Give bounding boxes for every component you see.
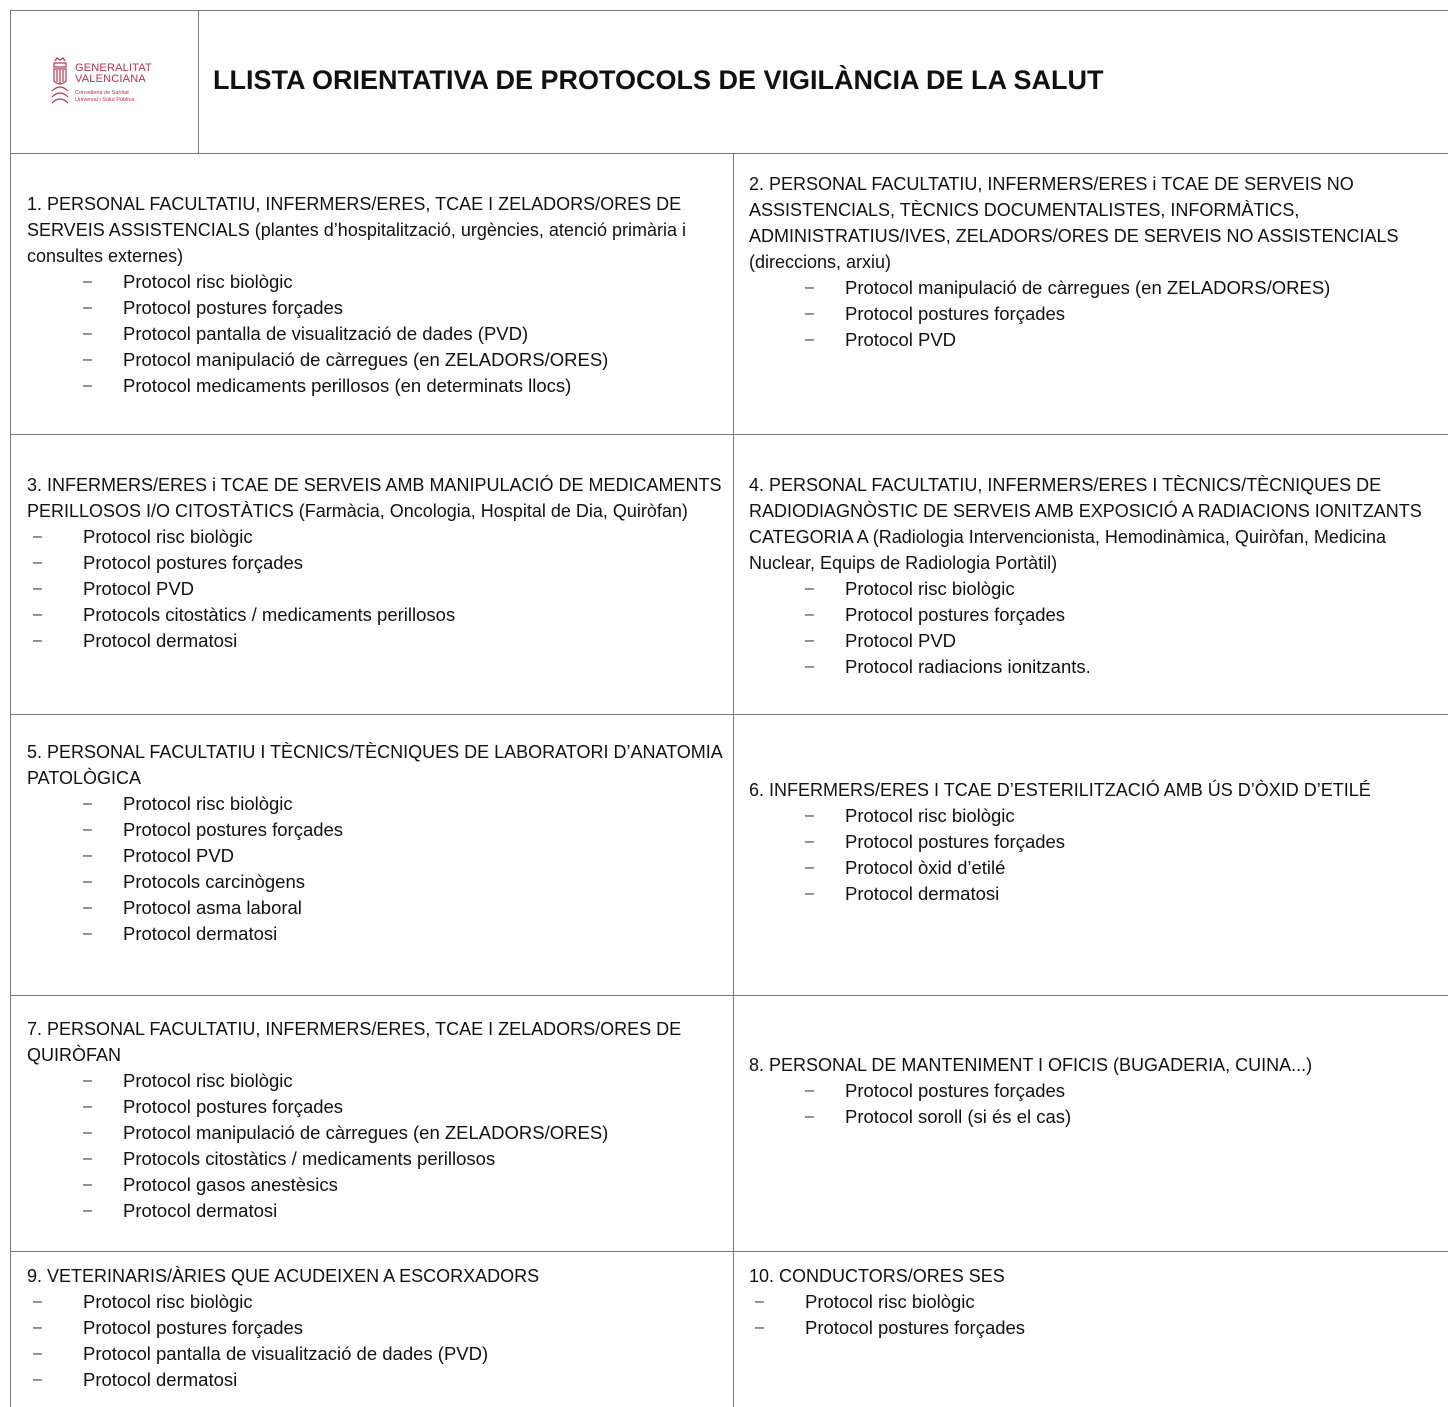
section-heading: 7. PERSONAL FACULTATIU, INFERMERS/ERES, TCAE I ZELADORS/ORES DE QUIRÒFAN [27,1019,682,1065]
section-content [749,171,1443,353]
protocol-item [749,855,1443,881]
protocol-item [27,817,727,843]
dash-bullet-icon: – [33,528,42,545]
protocol-list [27,791,727,947]
section-cell-3 [11,435,734,715]
protocol-item-label: Protocol PVD [83,578,195,599]
protocol-item [27,1172,727,1198]
protocol-item [27,628,727,654]
dash-bullet-icon: – [33,606,42,623]
dash-bullet-icon: – [755,1319,764,1336]
dash-bullet-icon: – [805,606,814,623]
document-header [10,10,1448,154]
dash-bullet-icon: – [33,1345,42,1362]
protocol-list [749,576,1443,680]
coat-of-arms-icon [49,57,71,109]
section-content [749,472,1443,680]
section-content [27,191,727,399]
protocol-item-label: Protocol risc biològic [805,1291,975,1312]
dash-bullet-icon: – [83,351,92,368]
section-cell-7 [11,996,734,1252]
protocol-item-label: Protocols citostàtics / medicaments perillosos [83,604,456,625]
protocol-item-label: Protocol asma laboral [123,897,302,918]
protocol-item-label: Protocol PVD [845,329,957,350]
protocol-item [27,373,727,399]
dash-bullet-icon: – [83,273,92,290]
dash-bullet-icon: – [33,1319,42,1336]
section-content [27,739,727,947]
dash-bullet-icon: – [805,632,814,649]
generalitat-valenciana-logo [49,57,179,113]
protocol-item [27,1198,727,1224]
protocol-item-label: Protocol gasos anestèsics [123,1174,338,1195]
protocol-item [27,1120,727,1146]
dash-bullet-icon: – [83,1150,92,1167]
protocol-item-label: Protocol dermatosi [123,923,278,944]
protocol-item [749,301,1443,327]
dash-bullet-icon: – [805,279,814,296]
section-cell-5 [11,715,734,996]
protocol-item [27,295,727,321]
protocol-item-label: Protocol medicaments perillosos (en determinats llocs) [123,375,572,396]
section-heading: 5. PERSONAL FACULTATIU I TÈCNICS/TÈCNIQUES DE LABORATORI D’ANATOMIA PATOLÒGICA [27,742,722,788]
dash-bullet-icon: – [83,899,92,916]
protocol-item [749,576,1443,602]
protocol-list [749,803,1443,907]
section-cell-2 [734,153,1448,435]
section-cell-4 [734,435,1448,715]
section-content [27,472,727,654]
protocol-item-label: Protocol manipulació de càrregues (en ZELADORS/ORES) [123,349,609,370]
protocol-item-label: Protocol dermatosi [845,883,1000,904]
protocol-table [10,153,1448,1407]
protocol-item [27,576,727,602]
protocol-item-label: Protocol risc biològic [83,1291,253,1312]
dash-bullet-icon: – [83,1202,92,1219]
section-heading: 10. CONDUCTORS/ORES SES [749,1266,1005,1286]
logo-name-line2: VALENCIANA [75,73,146,85]
protocol-item-label: Protocol postures forçades [805,1317,1026,1338]
section-content [27,1016,727,1224]
dash-bullet-icon: – [83,1176,92,1193]
dash-bullet-icon: – [33,580,42,597]
protocol-item [27,550,727,576]
protocol-item-label: Protocol risc biològic [123,271,293,292]
protocol-item-label: Protocol postures forçades [83,552,304,573]
section-cell-9 [11,1252,734,1407]
logo-cell [11,11,199,154]
logo-name [75,63,152,85]
logo-name-line1: GENERALITAT [75,62,152,74]
dash-bullet-icon: – [83,299,92,316]
dash-bullet-icon: – [33,1371,42,1388]
protocol-item [27,869,727,895]
protocol-item [27,347,727,373]
protocol-item [749,275,1443,301]
protocol-list [749,1289,1443,1341]
dash-bullet-icon: – [33,554,42,571]
section-heading: 4. PERSONAL FACULTATIU, INFERMERS/ERES I TÈCNICS/TÈCNIQUES DE RADIODIAGNÒSTIC DE SERVEIS AMB EXPOSICIÓ A RADIACIONS IONITZANTS CATEGORIA A (Radiologia Intervencionista, Hemodinàmica, Quiròfan, Medicina Nuclear, Equips de Radiologia Portàtil) [749,475,1422,573]
logo-sub-line1: Conselleria de Sanitat [75,90,129,96]
protocol-item-label: Protocol risc biològic [123,793,293,814]
section-heading: 8. PERSONAL DE MANTENIMENT I OFICIS (BUGADERIA, CUINA...) [749,1055,1313,1075]
protocol-item [749,1315,1443,1341]
protocol-item-label: Protocol pantalla de visualització de dades (PVD) [123,323,529,344]
protocol-item [749,1289,1443,1315]
protocol-item [749,1104,1443,1130]
protocol-item [27,1094,727,1120]
protocol-item-label: Protocol postures forçades [123,1096,344,1117]
protocol-item-label: Protocol postures forçades [123,819,344,840]
protocol-item-label: Protocol PVD [123,845,235,866]
protocol-item [749,881,1443,907]
dash-bullet-icon: – [33,1293,42,1310]
protocol-item [27,321,727,347]
protocol-item-label: Protocol postures forçades [845,303,1066,324]
dash-bullet-icon: – [805,859,814,876]
dash-bullet-icon: – [83,1098,92,1115]
protocol-item [27,843,727,869]
logo-subtitle [75,90,134,103]
dash-bullet-icon: – [805,885,814,902]
protocol-item [749,654,1443,680]
section-heading: 1. PERSONAL FACULTATIU, INFERMERS/ERES, TCAE I ZELADORS/ORES DE SERVEIS ASSISTENCIALS (plantes d’hospitalització, urgències, atenció primària i consultes externes) [27,194,686,266]
dash-bullet-icon: – [83,1124,92,1141]
dash-bullet-icon: – [33,632,42,649]
protocol-item-label: Protocol pantalla de visualització de dades (PVD) [83,1343,489,1364]
dash-bullet-icon: – [805,833,814,850]
protocol-item-label: Protocol PVD [845,630,957,651]
dash-bullet-icon: – [805,305,814,322]
protocol-item-label: Protocol manipulació de càrregues (en ZELADORS/ORES) [845,277,1331,298]
protocol-item [27,524,727,550]
protocol-item [27,269,727,295]
section-heading: 9. VETERINARIS/ÀRIES QUE ACUDEIXEN A ESCORXADORS [27,1266,540,1286]
dash-bullet-icon: – [805,1108,814,1125]
dash-bullet-icon: – [805,807,814,824]
protocol-item [749,602,1443,628]
protocol-item [749,628,1443,654]
protocol-item [27,1341,727,1367]
dash-bullet-icon: – [83,873,92,890]
protocol-item [27,1367,727,1393]
section-content [27,1263,727,1393]
protocol-item-label: Protocol òxid d’etilé [845,857,1006,878]
protocol-item-label: Protocol dermatosi [83,630,238,651]
protocol-list [27,1068,727,1224]
protocol-item-label: Protocol postures forçades [123,297,344,318]
dash-bullet-icon: – [805,658,814,675]
dash-bullet-icon: – [83,377,92,394]
section-cell-1 [11,153,734,435]
protocol-item [27,1315,727,1341]
section-content [749,1263,1443,1341]
protocol-item-label: Protocol risc biològic [123,1070,293,1091]
section-content [749,1052,1443,1130]
section-cell-8 [734,996,1448,1252]
protocol-item-label: Protocol dermatosi [123,1200,278,1221]
protocol-item [27,1068,727,1094]
dash-bullet-icon: – [83,795,92,812]
protocol-list [27,1289,727,1393]
dash-bullet-icon: – [83,925,92,942]
dash-bullet-icon: – [83,1072,92,1089]
protocol-item-label: Protocol postures forçades [845,831,1066,852]
protocol-item-label: Protocol manipulació de càrregues (en ZELADORS/ORES) [123,1122,609,1143]
dash-bullet-icon: – [83,325,92,342]
protocol-list [749,1078,1443,1130]
protocol-item [27,791,727,817]
section-heading: 2. PERSONAL FACULTATIU, INFERMERS/ERES i TCAE DE SERVEIS NO ASSISTENCIALS, TÈCNICS DOCUMENTALISTES, INFORMÀTICS, ADMINISTRATIUS/IVES, ZELADORS/ORES DE SERVEIS NO ASSISTENCIALS (direccions, arxiu) [749,174,1399,272]
protocol-item-label: Protocol risc biològic [845,578,1015,599]
dash-bullet-icon: – [83,847,92,864]
protocol-item-label: Protocol postures forçades [845,604,1066,625]
protocol-item [749,803,1443,829]
protocol-item [749,1078,1443,1104]
dash-bullet-icon: – [805,580,814,597]
protocol-item [27,1289,727,1315]
protocol-list [749,275,1443,353]
protocol-item-label: Protocol soroll (si és el cas) [845,1106,1072,1127]
protocol-list [27,524,727,654]
protocol-item-label: Protocol dermatosi [83,1369,238,1390]
section-content [749,777,1443,907]
protocol-item-label: Protocol postures forçades [845,1080,1066,1101]
protocol-item [749,829,1443,855]
protocol-item-label: Protocol postures forçades [83,1317,304,1338]
section-cell-10 [734,1252,1448,1407]
dash-bullet-icon: – [805,1082,814,1099]
dash-bullet-icon: – [755,1293,764,1310]
section-heading: 3. INFERMERS/ERES i TCAE DE SERVEIS AMB MANIPULACIÓ DE MEDICAMENTS PERILLOSOS I/O CITOSTÀTICS (Farmàcia, Oncologia, Hospital de Dia, Quiròfan) [27,475,722,521]
section-heading: 6. INFERMERS/ERES I TCAE D’ESTERILITZACIÓ AMB ÚS D’ÒXID D’ETILÉ [749,780,1371,800]
protocol-item [27,895,727,921]
protocol-item-label: Protocol radiacions ionitzants. [845,656,1091,677]
protocol-item-label: Protocol risc biològic [83,526,253,547]
protocol-item [27,602,727,628]
dash-bullet-icon: – [805,331,814,348]
protocol-item [749,327,1443,353]
section-cell-6 [734,715,1448,996]
logo-sub-line2: Universal i Salut Pública [75,96,135,103]
protocol-list [27,269,727,399]
protocol-item-label: Protocols citostàtics / medicaments perillosos [123,1148,496,1169]
document-title: LLISTA ORIENTATIVA DE PROTOCOLS DE VIGILÀNCIA DE LA SALUT [213,65,1104,95]
protocol-item [27,1146,727,1172]
dash-bullet-icon: – [83,821,92,838]
protocol-item [27,921,727,947]
protocol-item-label: Protocol risc biològic [845,805,1015,826]
protocol-item-label: Protocols carcinògens [123,871,306,892]
